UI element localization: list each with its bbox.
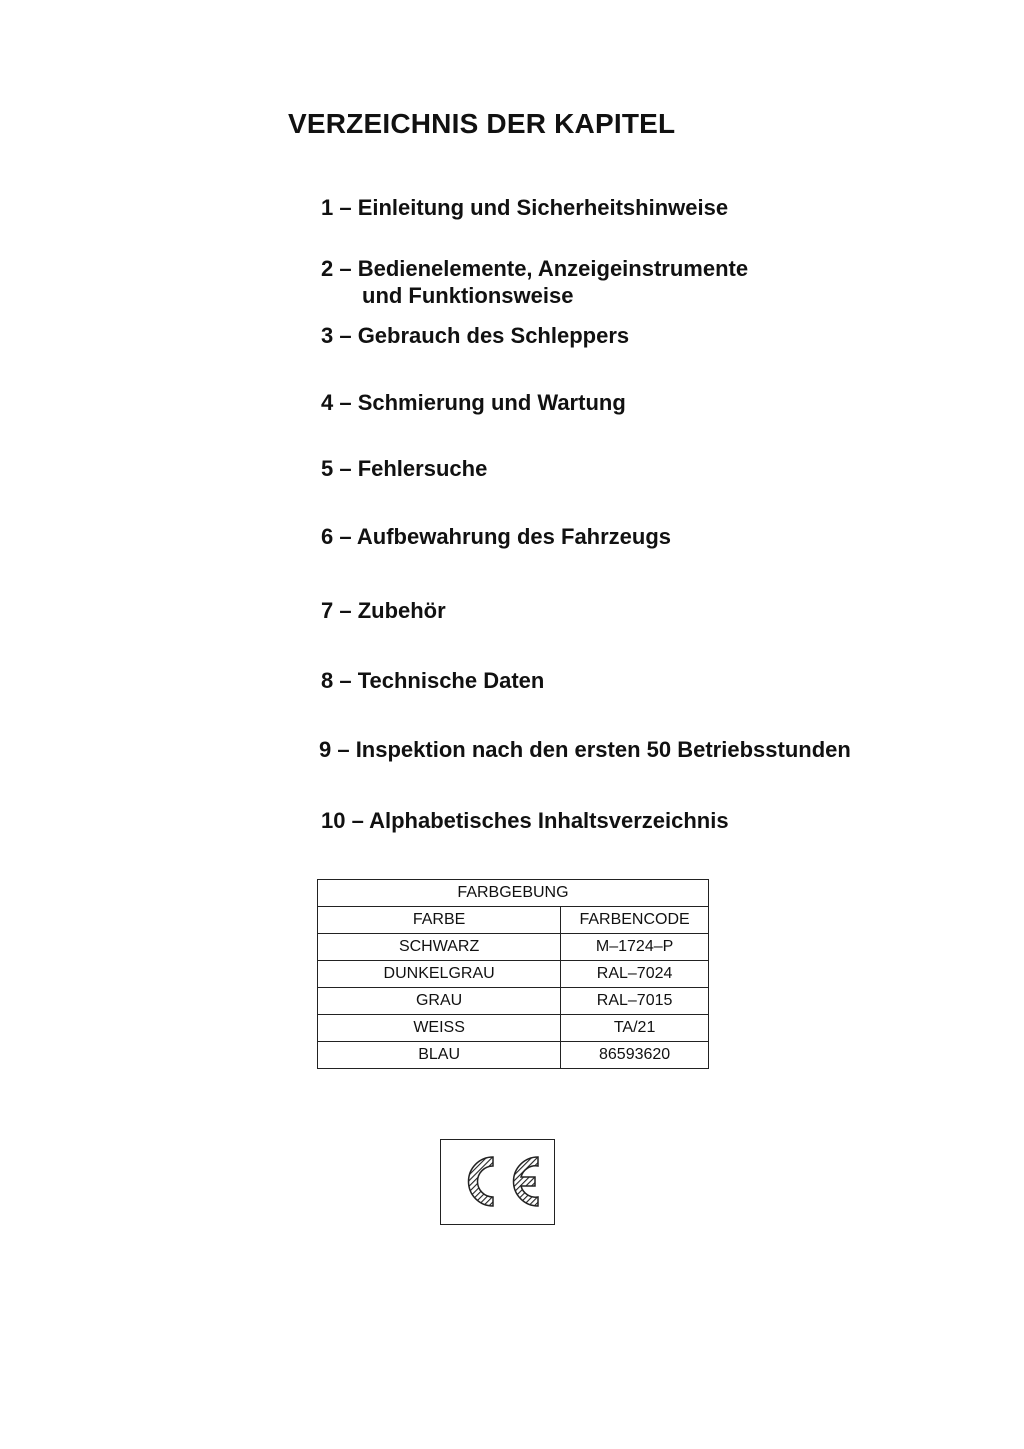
toc-item-label: 2 – Bedienelemente, Anzeigeinstrumente: [321, 256, 749, 281]
toc-item-label: 6 – Aufbewahrung des Fahrzeugs: [321, 524, 672, 549]
toc-item-1: [321, 194, 728, 221]
toc-item-label: 3 – Gebrauch des Schleppers: [321, 323, 630, 348]
color-code-cell: TA/21: [561, 1015, 709, 1042]
toc-item-label-continued: und Funktionsweise: [362, 283, 574, 308]
color-name-cell: BLAU: [318, 1042, 561, 1069]
toc-item-label: 4 – Schmierung und Wartung: [321, 390, 626, 415]
table-row: [318, 934, 709, 961]
toc-item-label: 1 – Einleitung und Sicherheitshinweise: [321, 195, 729, 220]
toc-item-label: 7 – Zubehör: [321, 598, 446, 623]
toc-item-label: 5 – Fehlersuche: [321, 456, 488, 481]
toc-item-8: [321, 667, 544, 694]
table-row: [318, 1015, 709, 1042]
toc-item-5: [321, 455, 487, 482]
color-code-cell: RAL–7024: [561, 961, 709, 988]
color-table: [317, 879, 709, 1069]
column-header-code: FARBENCODE: [561, 907, 709, 934]
color-name-cell: SCHWARZ: [318, 934, 561, 961]
toc-item-3: [321, 322, 629, 349]
color-name-cell: WEISS: [318, 1015, 561, 1042]
table-row: [318, 961, 709, 988]
color-name-cell: DUNKELGRAU: [318, 961, 561, 988]
page-title: VERZEICHNIS DER KAPITEL: [288, 108, 676, 139]
table-caption-row: [318, 880, 709, 907]
toc-item-2: [321, 255, 748, 309]
color-code-cell: RAL–7015: [561, 988, 709, 1015]
ce-mark-icon: [441, 1140, 553, 1223]
table-header-row: [318, 907, 709, 934]
color-code-cell: M–1724–P: [561, 934, 709, 961]
color-name-cell: GRAU: [318, 988, 561, 1015]
table-row: [318, 1042, 709, 1069]
toc-item-10: [321, 807, 729, 834]
column-header-color: FARBE: [318, 907, 561, 934]
toc-item-6: [321, 523, 671, 550]
table-caption: FARBGEBUNG: [318, 880, 709, 907]
table-row: [318, 988, 709, 1015]
color-code-cell: 86593620: [561, 1042, 709, 1069]
toc-item-4: [321, 389, 626, 416]
toc-item-label: 8 – Technische Daten: [321, 668, 545, 693]
ce-mark: [440, 1139, 555, 1225]
toc-item-7: [321, 597, 446, 624]
toc-item-label: 9 – Inspektion nach den ersten 50 Betriebsstunden: [319, 737, 851, 762]
toc-item-9: [319, 736, 851, 763]
toc-item-label: 10 – Alphabetisches Inhaltsverzeichnis: [321, 808, 729, 833]
